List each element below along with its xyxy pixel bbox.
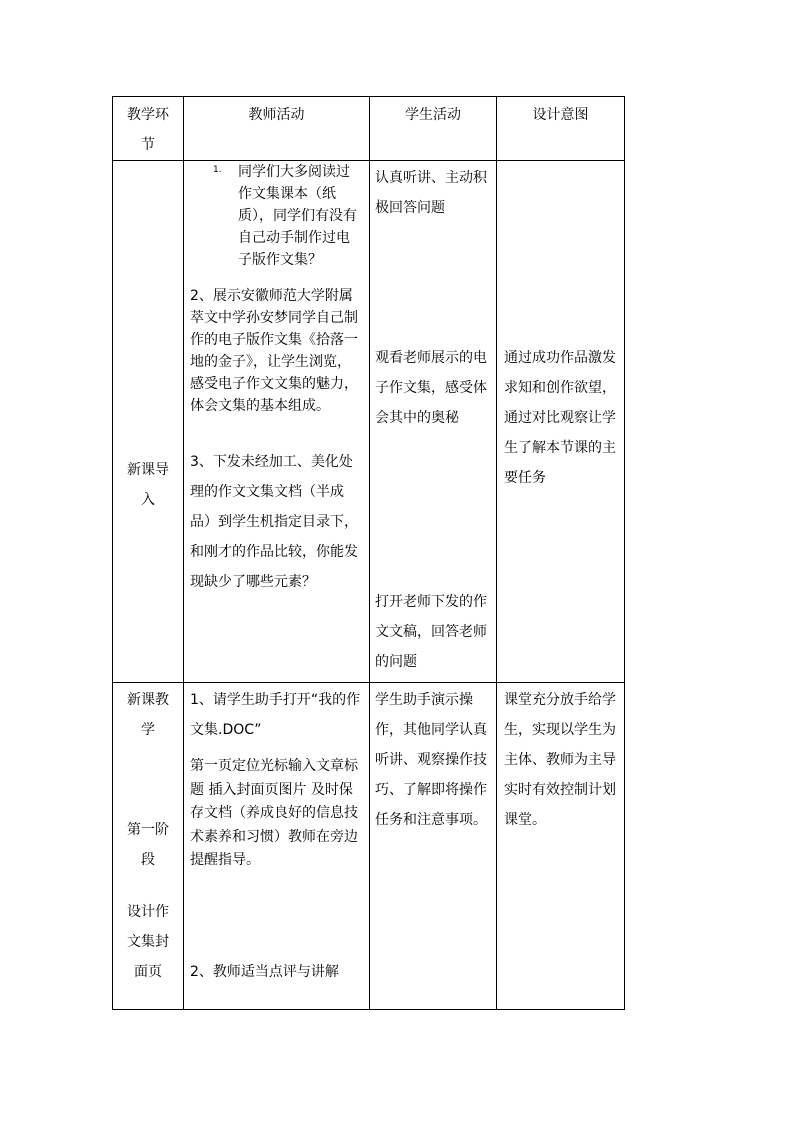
teach-teacher-cell bbox=[184, 683, 370, 1010]
header-row bbox=[113, 97, 625, 161]
intro-intent: 通过成功作品激发求知和创作欲望，通过对比观察让学生了解本节课的主要任务 bbox=[504, 350, 616, 486]
intro-student-cell bbox=[370, 161, 497, 683]
header-intent: 设计意图 bbox=[497, 97, 625, 161]
intro-student-part3: 打开老师下发的作文文稿，回答老师的问题 bbox=[375, 594, 487, 670]
teach-stage-title: 新课教学 bbox=[127, 692, 169, 738]
intro-item3: 3、下发未经加工、美化处理的作文文集文档（半成品）到学生机指定目录下，和刚才的作品比较，你能发现缺少了哪些元素？ bbox=[190, 454, 358, 590]
intro-item2: 2、展示安徽师范大学附属萃文中学孙安梦同学自己制作的电子版作文集《拾落一地的金子》，让学生浏览，感受电子作文文集的魅力，体会文集的基本组成。 bbox=[190, 288, 358, 414]
row-teach bbox=[113, 683, 625, 1010]
row-intro bbox=[113, 161, 625, 683]
intro-stage-cell bbox=[113, 161, 184, 683]
intro-student-part2: 观看老师展示的电子作文集，感受体会其中的奥秘 bbox=[375, 350, 487, 426]
teach-item1-detail: 第一页定位光标输入文章标题 插入封面页图片 及时保存文档（养成良好的信息技术素养和习惯）教师在旁边提醒指导。 bbox=[190, 758, 358, 868]
teach-stage-task: 设计作文集封面页 bbox=[127, 904, 169, 980]
intro-student-part1: 认真听讲、主动积极回答问题 bbox=[375, 170, 487, 216]
header-student: 学生活动 bbox=[370, 97, 497, 161]
teach-student-cell bbox=[370, 683, 497, 1010]
teach-student: 学生助手演示操作，其他同学认真听讲、观察操作技巧、了解即将操作任务和注意事项。 bbox=[375, 692, 487, 828]
teach-stage-cell bbox=[113, 683, 184, 1010]
header-teacher: 教师活动 bbox=[184, 97, 370, 161]
lesson-plan-table bbox=[112, 96, 625, 1010]
intro-intent-cell bbox=[497, 161, 625, 683]
intro-item1-marker: 1. bbox=[213, 165, 222, 175]
teach-intent-cell bbox=[497, 683, 625, 1010]
intro-stage: 新课导入 bbox=[127, 462, 169, 508]
header-stage: 教学环节 bbox=[113, 97, 184, 161]
intro-item1: 同学们大多阅读过作文集课本（纸质），同学们有没有自己动手制作过电子版作文集？ bbox=[238, 164, 357, 268]
intro-teacher-cell bbox=[184, 161, 370, 683]
teach-item2: 2、教师适当点评与讲解 bbox=[190, 964, 339, 980]
teach-intent: 课堂充分放手给学生，实现以学生为主体、教师为主导实时有效控制计划课堂。 bbox=[504, 692, 616, 828]
teach-item1: 1、请学生助手打开“我的作文集.DOC” bbox=[190, 692, 361, 738]
teach-stage-phase: 第一阶段 bbox=[127, 822, 169, 868]
